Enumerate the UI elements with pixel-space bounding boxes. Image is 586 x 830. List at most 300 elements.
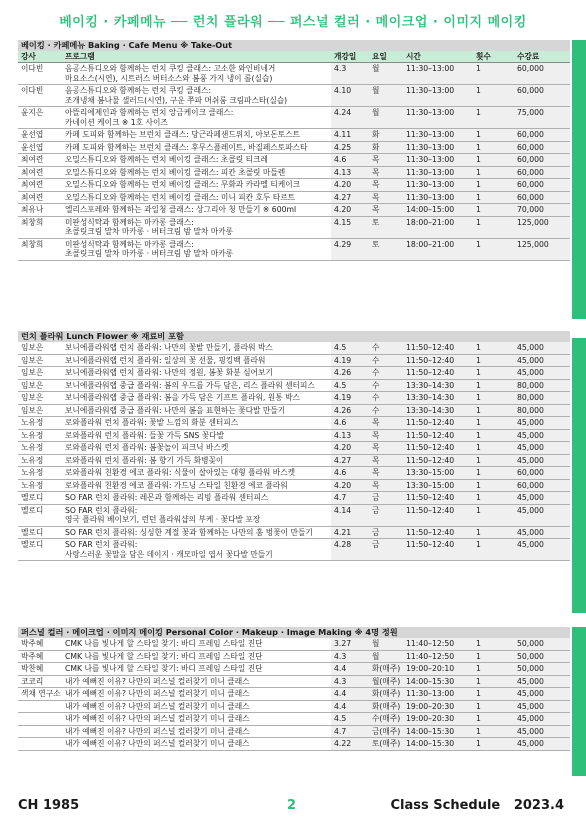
cell-date: 4.7 [331, 492, 369, 505]
cell-teacher: 멜로디 [18, 526, 62, 539]
section-heading: 베이킹 · 카페메뉴 Baking · Cafe Menu ※ Take-Out [18, 40, 570, 51]
cell-fee: 45,000 [514, 688, 570, 701]
cell-time: 11:50–12:40 [403, 442, 473, 455]
cell-program [62, 129, 331, 142]
cell-program [62, 738, 331, 751]
cell-time: 19:00–20:30 [403, 713, 473, 726]
program-line: 마요소스(시연), 시트러스 버터소스와 봄풍 가지 냉이 롤(실습) [65, 73, 273, 83]
cell-date: 4.5 [331, 342, 369, 354]
cell-date: 4.4 [331, 688, 369, 701]
table-row [18, 675, 570, 688]
cell-day: 월 [369, 85, 403, 107]
program-line: 내가 예뻐진 이유? 나만의 퍼스널 컬러찾기 미니 클래스 [65, 676, 250, 686]
cell-date: 4.6 [331, 154, 369, 167]
cell-count: 1 [473, 738, 514, 751]
cell-date: 4.27 [331, 191, 369, 204]
cell-day: 목 [369, 429, 403, 442]
cell-teacher [18, 713, 62, 726]
table-row [18, 154, 570, 167]
cell-count: 1 [473, 442, 514, 455]
cell-time: 14:00–15:30 [403, 725, 473, 738]
table-row [18, 526, 570, 539]
cell-day: 화 [369, 129, 403, 142]
cell-teacher: 노유정 [18, 479, 62, 492]
cell-count: 1 [473, 129, 514, 142]
program-line: 초콜릿크림 말차 마카롱 · 버터크림 밤 말차 마카롱 [65, 227, 234, 236]
cell-teacher: 최여련 [18, 154, 62, 167]
column-header-count: 횟수 [473, 51, 514, 63]
program-line: 카페 도피와 함께하는 브런치 클래스: 후무스플레이트, 바질페스토파스타 [65, 142, 308, 152]
cell-teacher: 박주혜 [18, 650, 62, 663]
table-row [18, 179, 570, 192]
cell-time: 11:30–13:00 [403, 179, 473, 192]
cell-fee: 45,000 [514, 354, 570, 367]
table-row [18, 354, 570, 367]
cell-program [62, 85, 331, 107]
table-row [18, 688, 570, 701]
cell-count: 1 [473, 492, 514, 505]
program-line: 보니에플라워랩 중급 플라워: 봄의 우드를 가득 담은, 리스 플라워 센터피스 [65, 380, 315, 390]
cell-date: 4.7 [331, 725, 369, 738]
cell-fee: 60,000 [514, 154, 570, 167]
cell-count: 1 [473, 526, 514, 539]
table-row [18, 479, 570, 492]
program-line: 음공스튜디오와 함께하는 런치 쿠킹 클래스: [65, 86, 212, 95]
column-header-fee: 수강료 [514, 51, 570, 63]
cell-count: 1 [473, 638, 514, 650]
program-line: 엘리스포레와 함께하는 과일청 클래스: 상그리아 청 만들기 ※ 600ml [65, 205, 297, 214]
cell-time: 14:00–15:00 [403, 204, 473, 217]
cell-date: 4.15 [331, 216, 369, 238]
cell-teacher: 최여련 [18, 191, 62, 204]
column-header-time: 시간 [403, 51, 473, 63]
cell-teacher: 임보은 [18, 367, 62, 380]
program-line: CMK 나를 빛나게 할 스타일 찾기: 바디 프레임 스타일 진단 [65, 639, 263, 648]
cell-fee: 60,000 [514, 141, 570, 154]
cell-count: 1 [473, 154, 514, 167]
cell-count: 1 [473, 392, 514, 405]
cell-program [62, 675, 331, 688]
cell-fee: 45,000 [514, 367, 570, 380]
cell-count: 1 [473, 342, 514, 354]
cell-fee: 50,000 [514, 663, 570, 676]
cell-program [62, 417, 331, 430]
cell-teacher: 멜로디 [18, 539, 62, 561]
program-line: 내가 예뻐진 이유? 나만의 퍼스널 컬러찾기 미니 클래스 [65, 714, 250, 723]
cell-date: 4.13 [331, 429, 369, 442]
cell-teacher: 임보은 [18, 379, 62, 392]
program-line: 영국 플라워 베이보기, 런던 플라워샵의 부케 · 꽃다발 포장 [65, 515, 261, 524]
cell-teacher: 임보은 [18, 404, 62, 417]
cell-program [62, 479, 331, 492]
cell-day: 수 [369, 392, 403, 405]
column-header-teacher: 강사 [18, 51, 62, 63]
cell-count: 1 [473, 354, 514, 367]
footer-brand: CH 1985 [18, 798, 80, 813]
cell-count: 1 [473, 454, 514, 467]
cell-day: 수 [369, 379, 403, 392]
cell-fee: 60,000 [514, 467, 570, 480]
cell-fee: 60,000 [514, 179, 570, 192]
cell-day: 금 [369, 526, 403, 539]
section-lunch-flower [18, 331, 570, 561]
cell-count: 1 [473, 539, 514, 561]
cell-time: 13:30–15:00 [403, 479, 473, 492]
cell-time: 11:50–12:40 [403, 454, 473, 467]
table-row [18, 141, 570, 154]
cell-fee: 45,000 [514, 539, 570, 561]
cell-program [62, 379, 331, 392]
table-row [18, 713, 570, 726]
cell-program [62, 154, 331, 167]
cell-fee: 60,000 [514, 129, 570, 142]
cell-time: 11:30–13:00 [403, 166, 473, 179]
cell-teacher: 최창희 [18, 238, 62, 260]
program-line: 로와플라워 런치 플라워: 꽃밭 느낌의 화분 센터피스 [65, 418, 239, 427]
cell-date: 4.27 [331, 454, 369, 467]
cell-program [62, 526, 331, 539]
cell-program [62, 467, 331, 480]
cell-day: 금 [369, 504, 403, 526]
cell-teacher: 멜로디 [18, 492, 62, 505]
section-heading: 런치 플라워 Lunch Flower ※ 재료비 포함 [18, 331, 570, 342]
cell-date: 4.3 [331, 675, 369, 688]
program-line: SO FAR 런치 플라워: [65, 540, 138, 549]
cell-teacher: 멜로디 [18, 504, 62, 526]
cell-program [62, 638, 331, 650]
cell-count: 1 [473, 650, 514, 663]
program-line: 보니에플라워랩 중급 플라워: 봄을 가득 담은 기프트 플라워, 원통 박스 [65, 393, 300, 402]
schedule-table [18, 342, 570, 561]
cell-teacher: 최여련 [18, 179, 62, 192]
cell-day: 수 [369, 404, 403, 417]
cell-program [62, 216, 331, 238]
cell-time: 13:30–14:30 [403, 379, 473, 392]
cell-day: 목 [369, 154, 403, 167]
table-row [18, 342, 570, 354]
cell-time: 11:30–13:00 [403, 141, 473, 154]
accent-bar-1 [572, 40, 586, 319]
cell-teacher: 이다빈 [18, 85, 62, 107]
cell-program [62, 204, 331, 217]
program-line: 보니에플라워랩 중급 플라워: 나만의 봄을 표현하는 꽃다발 만들기 [65, 405, 286, 415]
cell-teacher: 노유정 [18, 429, 62, 442]
cell-date: 4.5 [331, 713, 369, 726]
cell-day: 화(매주) [369, 700, 403, 713]
cell-time: 11:50–12:40 [403, 342, 473, 354]
program-line: SO FAR 런치 플라워: [65, 505, 138, 515]
page-number: 2 [287, 798, 297, 813]
cell-date: 4.5 [331, 379, 369, 392]
cell-time: 13:30–14:30 [403, 404, 473, 417]
cell-program [62, 688, 331, 701]
cell-time: 11:50–12:40 [403, 526, 473, 539]
program-line: 보니에플라워랩 런치 플라워: 일상의 꽃 선물, 핑킹백 플라워 [65, 355, 266, 365]
program-line: 오밀스튜디오와 함께하는 런치 베이킹 클래스: 무화과 카라멜 티케이크 [65, 180, 301, 189]
cell-program [62, 454, 331, 467]
program-line: 보니에플라워랩 런치 플라워: 나만의 꽃밭 만들기, 플라워 박스 [65, 343, 273, 352]
cell-time: 11:40–12:50 [403, 650, 473, 663]
cell-fee: 45,000 [514, 675, 570, 688]
program-line: 내가 예뻐진 이유? 나만의 퍼스널 컬러찾기 미니 클래스 [65, 701, 250, 711]
program-line: 사랑스러운 꽃말을 담은 데이지 · 캐모마일 엽서 꽃다발 만들기 [65, 549, 273, 559]
cell-teacher: 최여련 [18, 166, 62, 179]
cell-time: 14:00–15:30 [403, 738, 473, 751]
cell-program [62, 713, 331, 726]
cell-program [62, 539, 331, 561]
cell-time: 11:50–12:40 [403, 492, 473, 505]
program-line: SO FAR 런치 플라워: 레몬과 함께하는 리빙 플라워 센터피스 [65, 493, 269, 502]
cell-teacher: 윤선엽 [18, 129, 62, 142]
cell-date: 3.27 [331, 638, 369, 650]
program-line: 로와플라워 런치 플라워: 들꽃 가득 SNS 꽃다발 [65, 430, 225, 440]
cell-count: 1 [473, 367, 514, 380]
cell-time: 11:40–12:50 [403, 638, 473, 650]
program-line: 음공스튜디오와 함께하는 런치 쿠킹 클래스: 고소한 와인비네거 [65, 64, 276, 73]
cell-day: 토 [369, 216, 403, 238]
cell-time: 11:50–12:40 [403, 367, 473, 380]
program-line: 조개냉채 봄나물 샐러드(시연), 구운 쭈파 머쉬룸 크림파스타(실습) [65, 95, 288, 105]
cell-date: 4.20 [331, 442, 369, 455]
cell-day: 화(매주) [369, 688, 403, 701]
table-row [18, 63, 570, 85]
cell-day: 목 [369, 166, 403, 179]
table-row [18, 417, 570, 430]
program-line: 초콜릿크림 말차 마카롱 · 버터크림 밤 말차 마카롱 [65, 249, 234, 258]
cell-count: 1 [473, 675, 514, 688]
program-line: 내가 예뻐진 이유? 나만의 퍼스널 컬러찾기 미니 클래스 [65, 689, 250, 698]
program-line: 카네이션 케이크 ※ 1호 사이즈 [65, 117, 168, 127]
column-header-day: 요일 [369, 51, 403, 63]
cell-time: 11:30–13:00 [403, 107, 473, 129]
cell-teacher: 박찬혜 [18, 663, 62, 676]
footer-schedule-label: Class Schedule 2023.4 [390, 798, 564, 813]
table-row [18, 467, 570, 480]
cell-teacher: 임보은 [18, 342, 62, 354]
cell-program [62, 191, 331, 204]
program-line: 미판성식탁과 함께하는 마카롱 클래스: [65, 239, 194, 249]
cell-program [62, 354, 331, 367]
cell-program [62, 725, 331, 738]
header-row [18, 51, 570, 63]
cell-fee: 45,000 [514, 725, 570, 738]
cell-time: 18:00–21:00 [403, 216, 473, 238]
cell-date: 4.4 [331, 663, 369, 676]
cell-teacher: 임보은 [18, 354, 62, 367]
cell-day: 목 [369, 179, 403, 192]
cell-day: 목 [369, 417, 403, 430]
program-line: 내가 예뻐진 이유? 나만의 퍼스널 컬러찾기 미니 클래스 [65, 726, 250, 736]
cell-day: 월 [369, 638, 403, 650]
cell-program [62, 63, 331, 85]
cell-count: 1 [473, 700, 514, 713]
cell-day: 목 [369, 191, 403, 204]
cell-day: 금(매주) [369, 725, 403, 738]
cell-date: 4.14 [331, 504, 369, 526]
cell-time: 19:00–20:30 [403, 700, 473, 713]
cell-date: 4.19 [331, 354, 369, 367]
cell-fee: 60,000 [514, 191, 570, 204]
cell-fee: 45,000 [514, 417, 570, 430]
cell-program [62, 429, 331, 442]
cell-teacher [18, 700, 62, 713]
cell-time: 11:30–13:00 [403, 85, 473, 107]
cell-count: 1 [473, 191, 514, 204]
cell-fee: 60,000 [514, 479, 570, 492]
table-row [18, 725, 570, 738]
cell-time: 11:50–12:40 [403, 354, 473, 367]
table-row [18, 216, 570, 238]
cell-fee: 60,000 [514, 85, 570, 107]
cell-day: 월(매주) [369, 675, 403, 688]
cell-fee: 45,000 [514, 526, 570, 539]
cell-date: 4.6 [331, 417, 369, 430]
cell-time: 19:00–20:10 [403, 663, 473, 676]
cell-count: 1 [473, 429, 514, 442]
program-line: 오밀스튜디오와 함께하는 런치 베이킹 클래스: 초콜릿 티크레 [65, 155, 268, 164]
cell-count: 1 [473, 63, 514, 85]
cell-fee: 60,000 [514, 63, 570, 85]
cell-count: 1 [473, 417, 514, 430]
table-row [18, 650, 570, 663]
cell-date: 4.4 [331, 700, 369, 713]
cell-fee: 60,000 [514, 166, 570, 179]
cell-teacher: 노유정 [18, 442, 62, 455]
cell-date: 4.20 [331, 179, 369, 192]
cell-day: 금 [369, 492, 403, 505]
cell-program [62, 504, 331, 526]
accent-bar-3 [572, 627, 586, 776]
cell-teacher: 이다빈 [18, 63, 62, 85]
cell-teacher: 윤지은 [18, 107, 62, 129]
cell-program [62, 141, 331, 154]
cell-fee: 80,000 [514, 404, 570, 417]
cell-program [62, 663, 331, 676]
cell-date: 4.25 [331, 141, 369, 154]
cell-day: 목 [369, 467, 403, 480]
cell-date: 4.28 [331, 539, 369, 561]
cell-program [62, 166, 331, 179]
cell-count: 1 [473, 467, 514, 480]
cell-teacher: 색채 연구소 [18, 688, 62, 701]
program-line: CMK 나를 빛나게 할 스타일 찾기: 바디 프레임 스타일 진단 [65, 651, 263, 661]
cell-fee: 45,000 [514, 454, 570, 467]
program-line: 오밀스튜디오와 함께하는 런치 베이킹 클래스: 미니 피칸 호두 타르트 [65, 192, 296, 202]
cell-day: 수 [369, 342, 403, 354]
cell-date: 4.6 [331, 467, 369, 480]
cell-day: 월 [369, 63, 403, 85]
column-header-program: 프로그램 [62, 51, 331, 63]
program-line: 로와플라워 런치 플라워: 봄 향기 가득 화병꽂이 [65, 455, 224, 465]
program-line: 로와플라워 런치 플라워: 봄꽃놀이 피크닉 바스켓 [65, 443, 229, 452]
cell-day: 토(매주) [369, 738, 403, 751]
table-row [18, 367, 570, 380]
cell-program [62, 492, 331, 505]
cell-program [62, 107, 331, 129]
section-heading: 퍼스널 컬러 · 메이크업 · 이미지 메이킹 Personal Color · Makeup · Image Making ※ 4명 정원 [18, 627, 570, 638]
table-row [18, 700, 570, 713]
cell-program [62, 404, 331, 417]
cell-day: 수(매주) [369, 713, 403, 726]
cell-date: 4.29 [331, 238, 369, 260]
cell-time: 11:30–13:00 [403, 191, 473, 204]
schedule-table [18, 638, 570, 751]
section-baking [18, 40, 570, 261]
cell-time: 11:50–12:40 [403, 417, 473, 430]
cell-date: 4.3 [331, 650, 369, 663]
program-line: 보니에플라워랩 런치 플라워: 나만의 정원, 봄꽃 화분 심어보기 [65, 368, 273, 377]
cell-day: 금 [369, 539, 403, 561]
cell-fee: 75,000 [514, 107, 570, 129]
cell-fee: 45,000 [514, 492, 570, 505]
table-row [18, 638, 570, 650]
program-line: 로와플라워 친환경 에코 플라워: 식물이 살아있는 대형 플라워 바스켓 [65, 468, 296, 477]
cell-count: 1 [473, 85, 514, 107]
cell-teacher: 노유정 [18, 467, 62, 480]
cell-count: 1 [473, 379, 514, 392]
cell-fee: 45,000 [514, 700, 570, 713]
cell-day: 수 [369, 367, 403, 380]
table-row [18, 429, 570, 442]
column-header-date: 개강일 [331, 51, 369, 63]
cell-teacher: 윤선엽 [18, 141, 62, 154]
cell-date: 4.26 [331, 404, 369, 417]
cell-time: 11:30–13:00 [403, 154, 473, 167]
table-row [18, 379, 570, 392]
cell-time: 13:30–14:30 [403, 392, 473, 405]
accent-bar-2 [572, 338, 586, 613]
cell-fee: 80,000 [514, 392, 570, 405]
cell-count: 1 [473, 238, 514, 260]
cell-program [62, 700, 331, 713]
cell-date: 4.21 [331, 526, 369, 539]
cell-count: 1 [473, 166, 514, 179]
program-line: 아뜰리에제인과 함께하는 런치 앙금케이크 클래스: [65, 108, 234, 117]
cell-teacher: 노유정 [18, 454, 62, 467]
cell-fee: 70,000 [514, 204, 570, 217]
cell-fee: 125,000 [514, 216, 570, 238]
cell-time: 11:50–12:40 [403, 429, 473, 442]
cell-date: 4.10 [331, 85, 369, 107]
cell-time: 13:30–15:00 [403, 467, 473, 480]
cell-day: 목 [369, 442, 403, 455]
cell-time: 11:30–13:00 [403, 688, 473, 701]
cell-date: 4.19 [331, 392, 369, 405]
cell-count: 1 [473, 504, 514, 526]
table-row [18, 738, 570, 751]
cell-time: 11:30–13:00 [403, 63, 473, 85]
cell-date: 4.13 [331, 166, 369, 179]
table-row [18, 191, 570, 204]
cell-program [62, 392, 331, 405]
page-title: 베이킹 · 카페메뉴 ── 런치 플라워 ── 퍼스널 컬러 · 메이크업 · 이미지 메이킹 [59, 15, 527, 30]
table-row [18, 442, 570, 455]
program-line: 내가 예뻐진 이유? 나만의 퍼스널 컬러찾기 미니 클래스 [65, 739, 250, 748]
cell-count: 1 [473, 663, 514, 676]
cell-fee: 45,000 [514, 504, 570, 526]
cell-teacher: 노유정 [18, 417, 62, 430]
cell-count: 1 [473, 713, 514, 726]
cell-count: 1 [473, 688, 514, 701]
cell-fee: 45,000 [514, 713, 570, 726]
cell-teacher: 임보은 [18, 392, 62, 405]
cell-date: 4.11 [331, 129, 369, 142]
table-row [18, 492, 570, 505]
cell-program [62, 367, 331, 380]
cell-fee: 125,000 [514, 238, 570, 260]
program-line: SO FAR 런치 플라워: 싱싱한 계절 꽃과 함께하는 나만의 홈 벙꽃이 만들기 [65, 527, 313, 537]
cell-program [62, 442, 331, 455]
